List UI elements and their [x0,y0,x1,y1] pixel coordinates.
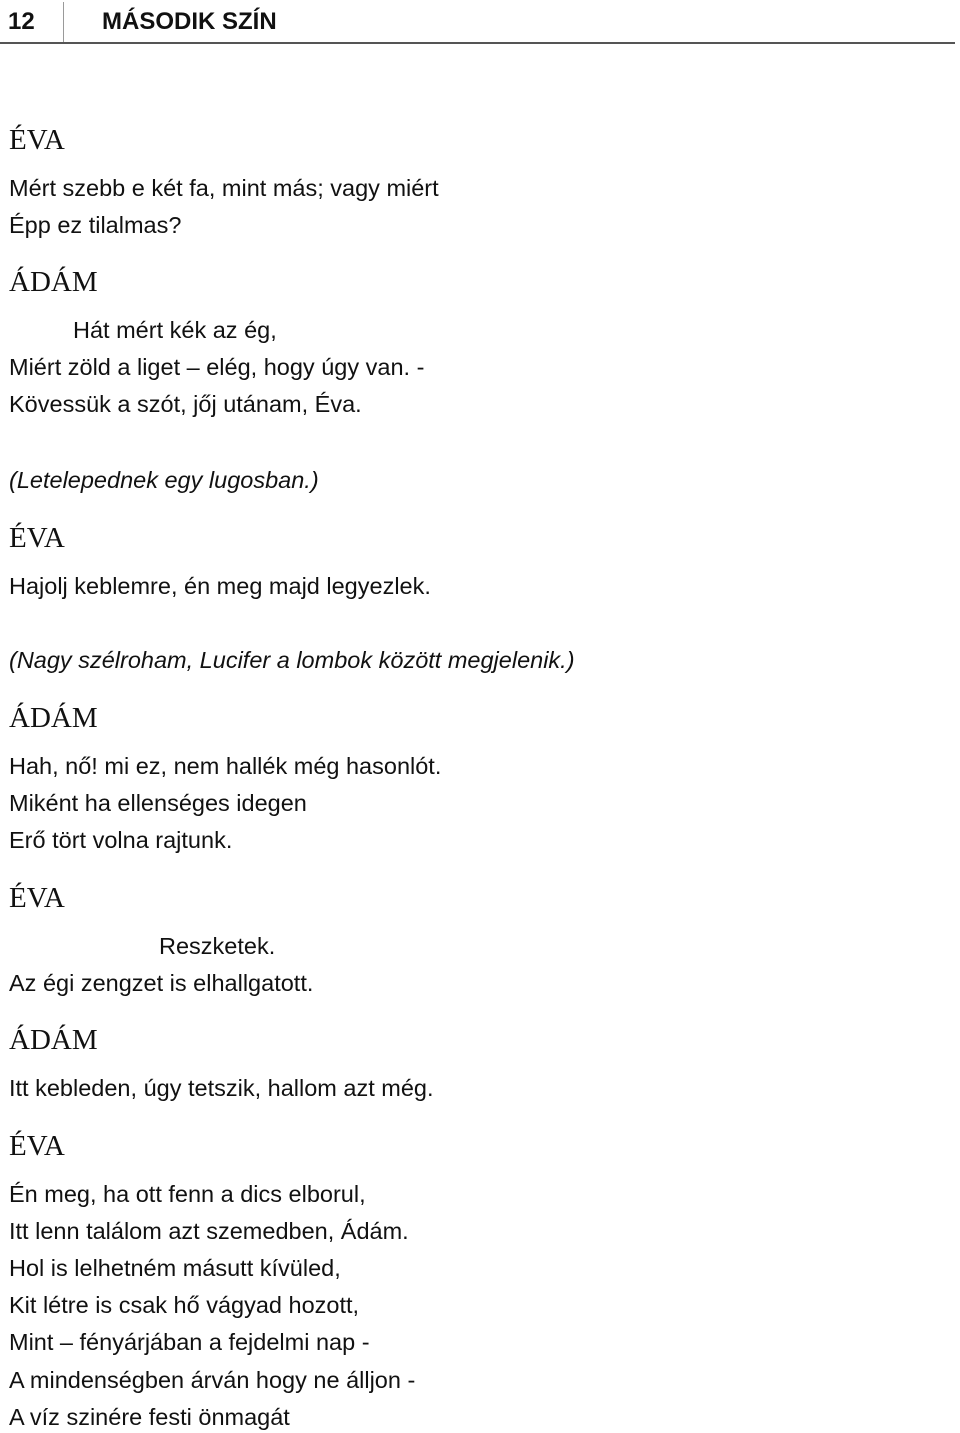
verse-line: Az égi zengzet is elhallgatott. [9,970,314,996]
verse-line: Mint – fényárjában a fejdelmi nap - [9,1329,370,1355]
verse-line: Hah, nő! mi ez, nem hallék még hasonlót. [9,753,442,779]
stage-direction: (Nagy szélroham, Lucifer a lombok között megjelenik.) [9,647,575,673]
verse-line: Hát mért kék az ég, [73,317,277,343]
verse-line: Miért zöld a liget – elég, hogy úgy van. - [9,354,425,380]
speaker-name: ÁDÁM [9,266,98,298]
page-header [0,0,955,44]
speaker-name: ÉVA [9,1130,65,1162]
verse-line: Reszketek. [159,933,276,959]
page-number: 12 [8,8,35,35]
verse-line: Erő tört volna rajtunk. [9,827,233,853]
speaker-name: ÉVA [9,882,65,914]
verse-line: Kit létre is csak hő vágyad hozott, [9,1292,360,1318]
verse-line: Itt lenn találom azt szemedben, Ádám. [9,1218,409,1244]
verse-line: Kövessük a szót, jőj utánam, Éva. [9,391,362,417]
verse-line: Miként ha ellenséges idegen [9,790,307,816]
header-divider [63,2,64,42]
stage-direction: (Letelepednek egy lugosban.) [9,467,319,493]
verse-line: Én meg, ha ott fenn a dics elborul, [9,1181,366,1207]
speaker-name: ÉVA [9,522,65,554]
verse-line: Hol is lelhetném másutt kívüled, [9,1255,341,1281]
verse-line: Hajolj keblemre, én meg majd legyezlek. [9,573,431,599]
verse-line: Mért szebb e két fa, mint más; vagy miért [9,175,439,201]
verse-line: A mindenségben árván hogy ne álljon - [9,1367,416,1393]
speaker-name: ÁDÁM [9,702,98,734]
speaker-name: ÉVA [9,124,65,156]
section-title: MÁSODIK SZÍN [102,8,277,35]
verse-line: Épp ez tilalmas? [9,212,182,238]
speaker-name: ÁDÁM [9,1024,98,1056]
verse-line: Itt kebleden, úgy tetszik, hallom azt még. [9,1075,434,1101]
verse-line: A víz szinére festi önmagát [9,1404,290,1430]
